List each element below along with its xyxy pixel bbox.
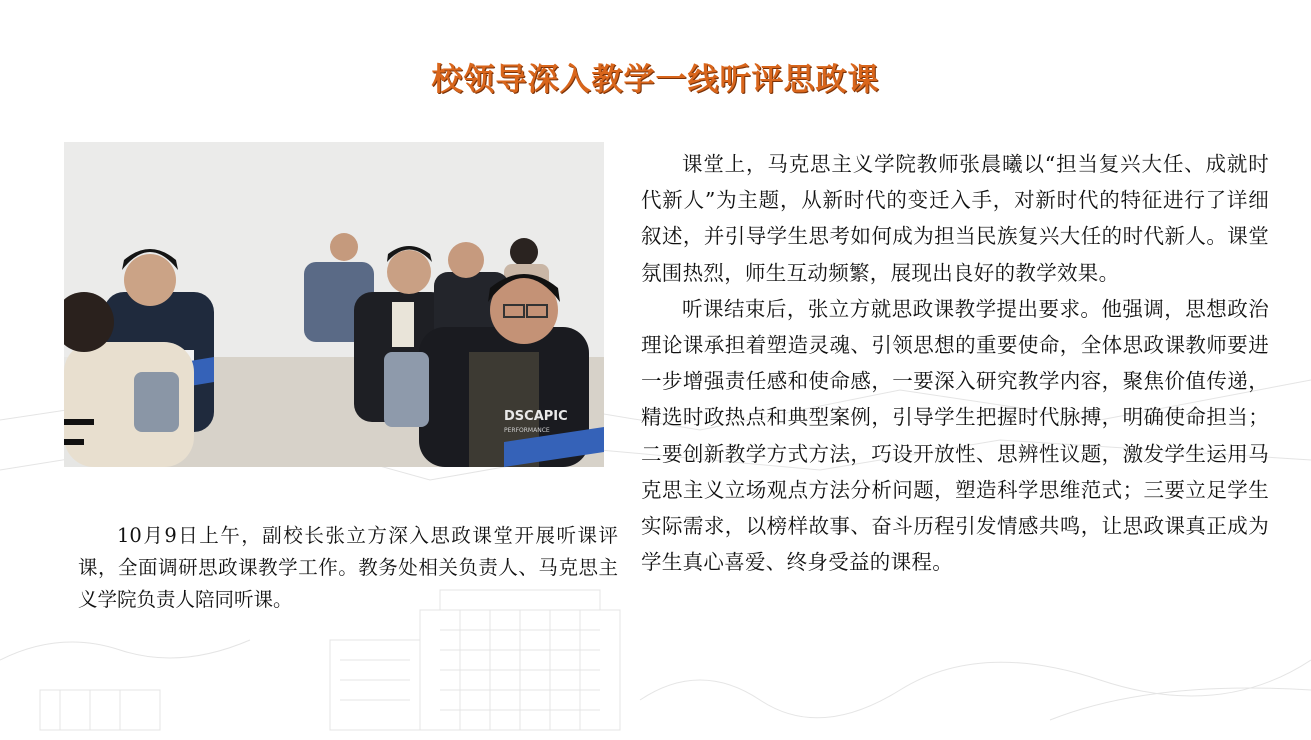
article-paragraph: 听课结束后，张立方就思政课教学提出要求。他强调，思想政治理论课承担着塑造灵魂、引领思想的重要使命，全体思政课教师要进一步增强责任感和使命感，一要深入研究教学内容，聚焦价值传递，精选时政热点和典型案例，引导学生把握时代脉搏，明确使命担当；二要创新教学方式方法，巧设开放性、思辨性议题，激发学生运用马克思主义立场观点方法分析问题，塑造科学思维范式；三要立足学生实际需求，以榜样故事、奋斗历程引发情感共鸣，让思政课真正成为学生真心喜爱、终身受益的课程。: [641, 296, 1269, 575]
article-paragraph: 课堂上，马克思主义学院教师张晨曦以“担当复兴大任、成就时代新人”为主题，从新时代的变迁入手，对新时代的特征进行了详细叙述，并引导学生思考如何成为担当民族复兴大任的时代新人。课堂氛围热烈，师生互动频繁，展现出良好的教学效果。: [641, 152, 1269, 285]
article-body: [641, 146, 1269, 580]
classroom-photo: [64, 142, 604, 467]
shirt-subprint-text: PERFORMANCE: [504, 427, 550, 434]
photo-caption: 10月9日上午，副校长张立方深入思政课堂开展听课评课，全面调研思政课教学工作。教务处相关负责人、马克思主义学院负责人陪同听课。: [78, 524, 618, 611]
page-title: 校领导深入教学一线听评思政课: [431, 62, 880, 98]
shirt-print-text: DSCAPIC: [504, 409, 568, 424]
